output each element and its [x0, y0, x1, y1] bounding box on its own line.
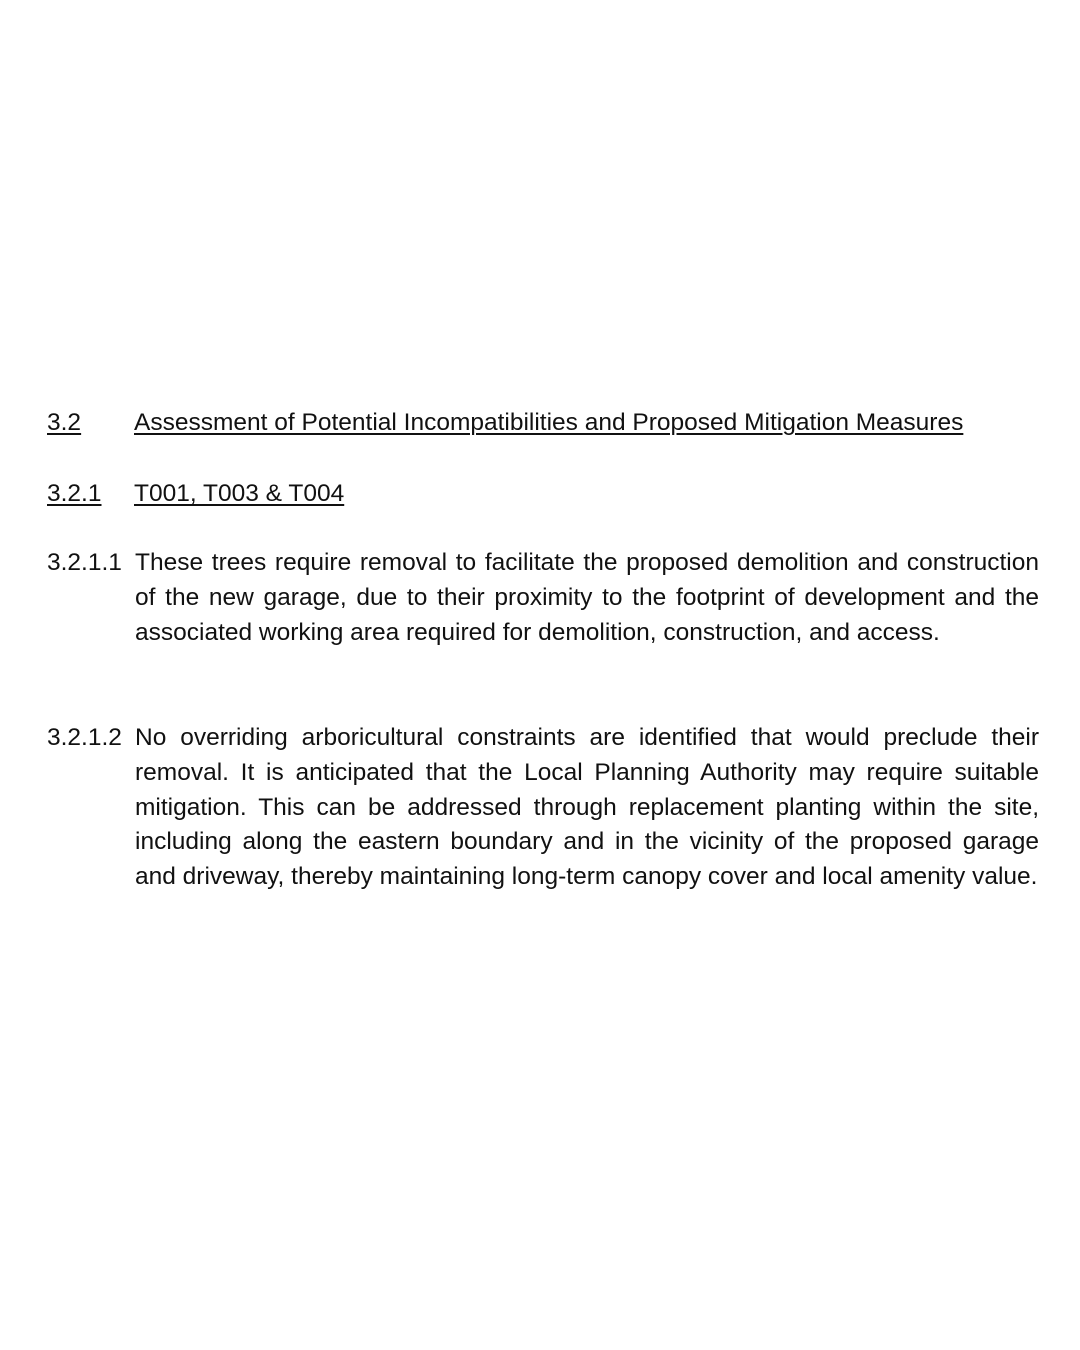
- section-heading: [47, 406, 1029, 440]
- subsection-heading: [47, 477, 344, 511]
- paragraph-text: No overriding arboricultural constraints are identified that would preclude their removal. It is anticipated that the Local Planning Authority may require suitable mitigation. This can be addressed through replacement planting within the site, including along the eastern boundary and in the vicinity of the proposed garage and driveway, thereby maintaining long-term canopy cover and local amenity value.: [135, 724, 1039, 891]
- paragraph-number: 3.2.1.2: [47, 724, 122, 751]
- subsection-number: 3.2.1: [47, 480, 102, 507]
- paragraph-3-2-1-2: [47, 721, 1039, 895]
- section-number: 3.2: [47, 409, 82, 436]
- paragraph-text: These trees require removal to facilitate the proposed demolition and construction of the new garage, due to their proximity to the footprint of development and the associated working area required for demolition, construction, and access.: [135, 549, 1039, 646]
- paragraph-3-2-1-1: [47, 546, 1039, 650]
- subsection-title: T001, T003 & T004: [134, 480, 345, 507]
- section-title: Assessment of Potential Incompatibilities and Proposed Mitigation Measures: [134, 409, 964, 436]
- paragraph-number: 3.2.1.1: [47, 549, 122, 576]
